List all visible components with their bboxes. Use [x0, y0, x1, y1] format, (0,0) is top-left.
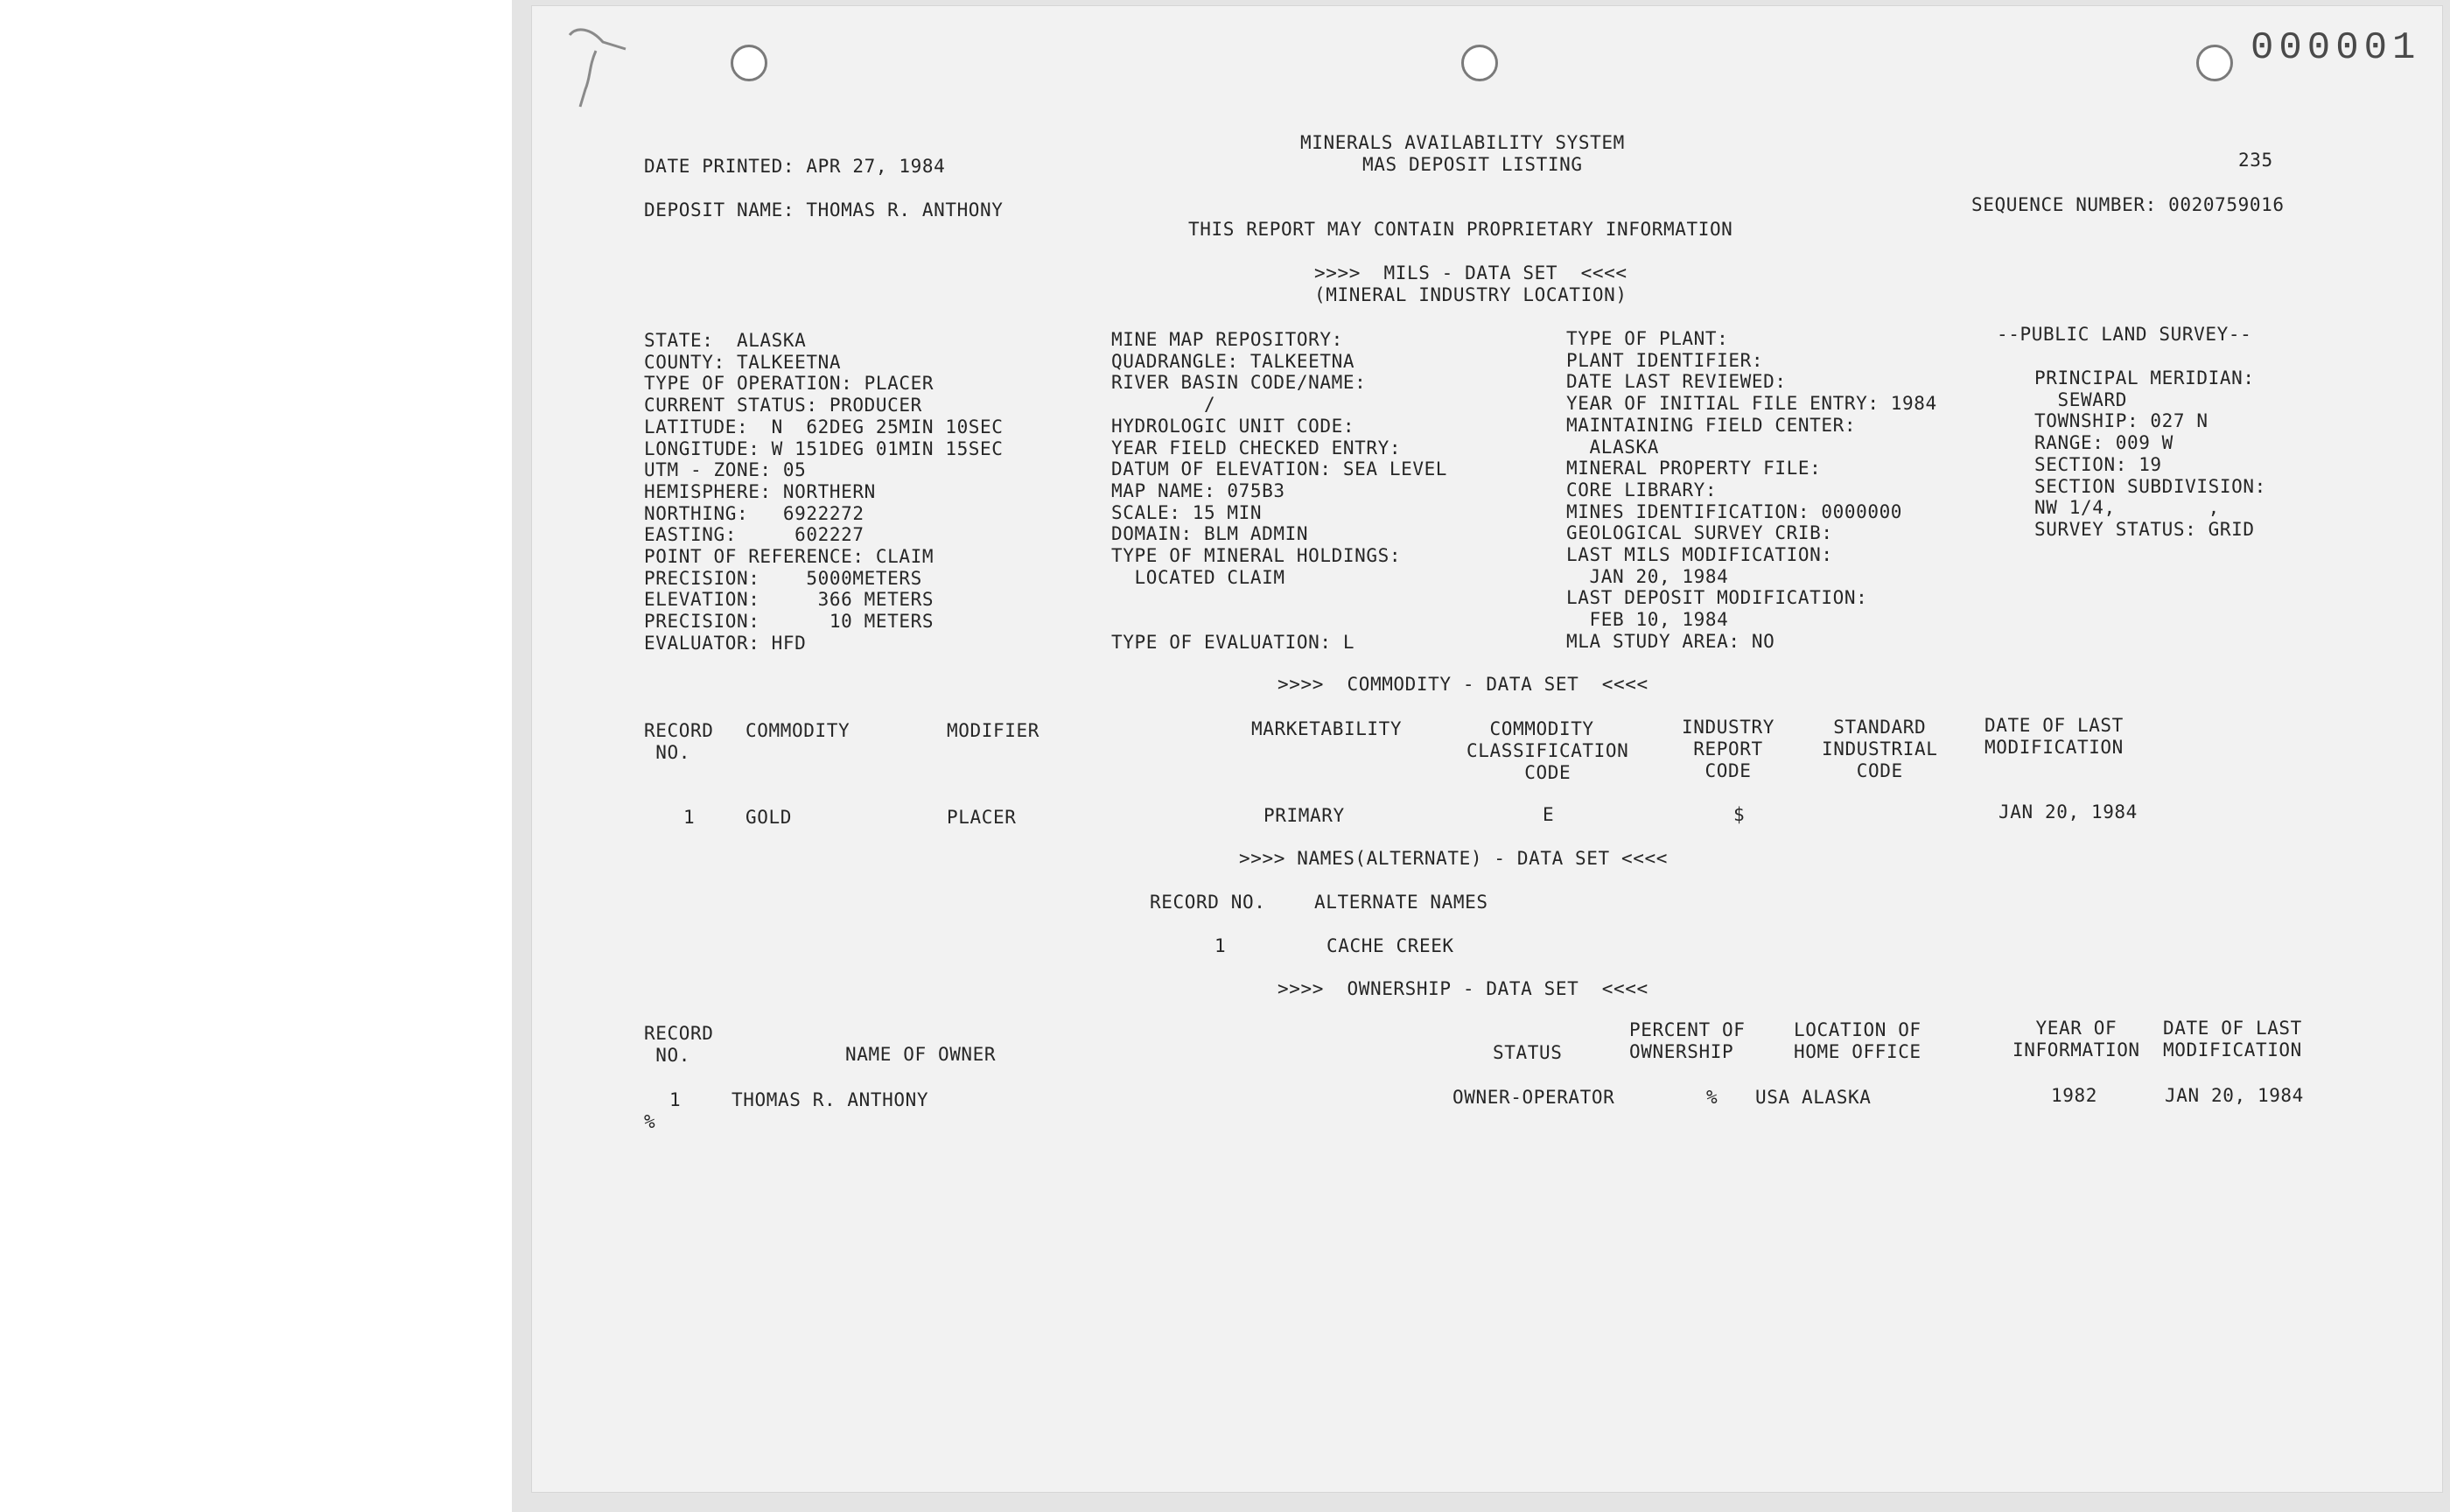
river-basin: RIVER BASIN CODE/NAME: — [1111, 372, 1367, 394]
page-number: 235 — [2238, 150, 2273, 171]
township: TOWNSHIP: 027 N — [2034, 410, 2208, 432]
names-header-record: RECORD NO. — [1150, 892, 1266, 913]
owner-date: JAN 20, 1984 — [2165, 1085, 2304, 1106]
year-field-checked: YEAR FIELD CHECKED ENTRY: — [1111, 437, 1402, 458]
year-initial-file-entry: YEAR OF INITIAL FILE ENTRY: 1984 — [1566, 393, 1937, 415]
last-deposit-modification: LAST DEPOSIT MODIFICATION: — [1566, 587, 1868, 609]
date-last-reviewed: DATE LAST REVIEWED: — [1566, 371, 1787, 393]
latitude: LATITUDE: N 62DEG 25MIN 10SEC — [644, 416, 1004, 438]
longitude: LONGITUDE: W 151DEG 01MIN 15SEC — [644, 438, 1004, 459]
ownership-header-year: YEAR OF INFORMATION — [2012, 1018, 2140, 1060]
names-title: >>>> NAMES(ALTERNATE) - DATA SET <<<< — [1239, 848, 1668, 869]
survey-status: SURVEY STATUS: GRID — [2034, 518, 2255, 540]
owner-home-office: USA ALASKA — [1755, 1087, 1872, 1108]
system-title: MINERALS AVAILABILITY SYSTEM — [1300, 132, 1625, 153]
datum-of-elevation: DATUM OF ELEVATION: SEA LEVEL — [1111, 458, 1448, 480]
river-basin-value: / — [1111, 394, 1216, 416]
names-record: 1 — [1214, 935, 1227, 956]
range: RANGE: 009 W — [2034, 432, 2174, 454]
ownership-header-percent: PERCENT OF OWNERSHIP — [1629, 1019, 1746, 1062]
ownership-record: 1 — [669, 1089, 682, 1110]
commodity-modifier: PLACER — [947, 807, 1017, 828]
type-of-mineral-holdings: TYPE OF MINERAL HOLDINGS: — [1111, 545, 1402, 566]
utm-zone: UTM - ZONE: 05 — [644, 459, 807, 481]
evaluator: EVALUATOR: HFD — [644, 632, 807, 654]
public-land-survey-header: --PUBLIC LAND SURVEY-- — [1997, 324, 2252, 345]
commodity-name: GOLD — [746, 807, 792, 828]
current-status: CURRENT STATUS: PRODUCER — [644, 395, 922, 416]
northing: NORTHING: 6922272 — [644, 502, 864, 524]
ownership-header-date: DATE OF LAST MODIFICATION — [2163, 1018, 2302, 1060]
precision-location: PRECISION: 5000METERS — [644, 567, 922, 589]
mils-subtitle: (MINERAL INDUSTRY LOCATION) — [1314, 284, 1628, 305]
commodity-header-record: RECORD NO. — [644, 720, 714, 763]
names-header-alternate: ALTERNATE NAMES — [1314, 892, 1488, 913]
punch-hole-left — [731, 45, 767, 81]
type-of-operation: TYPE OF OPERATION: PLACER — [644, 373, 934, 395]
section: SECTION: 19 — [2034, 453, 2162, 475]
mils-column-location — [644, 330, 1099, 662]
commodity-date: JAN 20, 1984 — [1998, 802, 2138, 822]
trailing-percent: % — [644, 1111, 656, 1132]
document-stamp: 000001 — [2250, 26, 2421, 70]
ownership-header-location: LOCATION OF HOME OFFICE — [1794, 1019, 1922, 1062]
maintaining-field-center: MAINTAINING FIELD CENTER: — [1566, 414, 1857, 436]
sequence-number: SEQUENCE NUMBER: 0020759016 — [1971, 194, 2285, 215]
hemisphere: HEMISPHERE: NORTHERN — [644, 480, 876, 502]
commodity-header-marketability: MARKETABILITY — [1251, 718, 1403, 739]
ownership-header-status: STATUS — [1493, 1042, 1563, 1063]
map-name: MAP NAME: 075B3 — [1111, 480, 1285, 501]
commodity-record: 1 — [683, 807, 696, 828]
ownership-header-owner: NAME OF OWNER — [845, 1044, 997, 1065]
mines-identification: MINES IDENTIFICATION: 0000000 — [1566, 500, 1903, 522]
commodity-marketability: PRIMARY — [1264, 805, 1345, 826]
commodity-header-sic: STANDARD INDUSTRIAL CODE — [1822, 717, 1938, 781]
ownership-header-record: RECORD NO. — [644, 1023, 714, 1066]
easting: EASTING: 602227 — [644, 524, 864, 546]
type-of-evaluation: TYPE OF EVALUATION: L — [1111, 631, 1355, 653]
ownership-title: >>>> OWNERSHIP - DATA SET <<<< — [1278, 978, 1648, 999]
section-subdivision: SECTION SUBDIVISION: — [2034, 475, 2266, 497]
commodity-header-date: DATE OF LAST MODIFICATION — [1984, 715, 2124, 758]
listing-title: MAS DEPOSIT LISTING — [1362, 154, 1583, 175]
commodity-classification: E — [1543, 804, 1555, 825]
proprietary-notice: THIS REPORT MAY CONTAIN PROPRIETARY INFORMATION — [1188, 219, 1733, 240]
field-center-value: ALASKA — [1566, 436, 1659, 458]
deposit-name: DEPOSIT NAME: THOMAS R. ANTHONY — [644, 200, 1004, 220]
commodity-title: >>>> COMMODITY - DATA SET <<<< — [1278, 674, 1648, 695]
county: COUNTY: TALKEETNA — [644, 351, 842, 373]
section-subdivision-value: NW 1/4, , — [2034, 497, 2220, 519]
precision-elevation: PRECISION: 10 METERS — [644, 611, 934, 633]
state: STATE: ALASKA — [644, 330, 807, 351]
last-mils-modification: LAST MILS MODIFICATION: — [1566, 544, 1833, 565]
alternate-name: CACHE CREEK — [1326, 935, 1454, 956]
mineral-property-file: MINERAL PROPERTY FILE: — [1566, 458, 1822, 480]
owner-name: THOMAS R. ANTHONY — [732, 1089, 929, 1110]
plant-identifier: PLANT IDENTIFIER: — [1566, 349, 1764, 371]
mine-map-repository: MINE MAP REPOSITORY: — [1111, 329, 1343, 350]
last-mils-modification-value: JAN 20, 1984 — [1566, 565, 1729, 587]
commodity-header-classification: COMMODITY CLASSIFICATION CODE — [1466, 718, 1629, 783]
owner-status: OWNER-OPERATOR — [1452, 1087, 1615, 1108]
commodity-industry-code: $ — [1733, 804, 1746, 825]
point-of-reference: POINT OF REFERENCE: CLAIM — [644, 546, 934, 567]
punch-hole-center — [1461, 45, 1498, 81]
mils-title: >>>> MILS - DATA SET <<<< — [1314, 262, 1628, 284]
elevation: ELEVATION: 366 METERS — [644, 589, 934, 611]
scale: SCALE: 15 MIN — [1111, 501, 1263, 523]
mils-column-land-survey — [2034, 368, 2297, 542]
mineral-holdings-value: LOCATED CLAIM — [1111, 566, 1285, 588]
pen-mark — [564, 16, 634, 112]
core-library: CORE LIBRARY: — [1566, 479, 1718, 500]
last-deposit-modification-value: FEB 10, 1984 — [1566, 609, 1729, 631]
punch-hole-right — [2196, 45, 2233, 81]
owner-percent: % — [1706, 1087, 1718, 1108]
mils-column-plant — [1566, 328, 2021, 661]
mils-column-maps — [1111, 329, 1549, 662]
principal-meridian-value: SEWARD — [2034, 388, 2127, 410]
type-of-plant: TYPE OF PLANT: — [1566, 328, 1729, 349]
geological-survey-crib: GEOLOGICAL SURVEY CRIB: — [1566, 522, 1833, 544]
hydrologic-unit-code: HYDROLOGIC UNIT CODE: — [1111, 415, 1355, 437]
mla-study-area: MLA STUDY AREA: NO — [1566, 630, 1775, 652]
commodity-header-industry: INDUSTRY REPORT CODE — [1682, 717, 1774, 781]
commodity-header-commodity: COMMODITY — [746, 720, 850, 741]
principal-meridian: PRINCIPAL MERIDIAN: — [2034, 368, 2255, 388]
owner-year: 1982 — [2051, 1085, 2097, 1106]
quadrangle: QUADRANGLE: TALKEETNA — [1111, 350, 1355, 372]
commodity-header-modifier: MODIFIER — [947, 720, 1040, 741]
date-printed: DATE PRINTED: APR 27, 1984 — [644, 156, 946, 177]
domain: DOMAIN: BLM ADMIN — [1111, 523, 1309, 545]
